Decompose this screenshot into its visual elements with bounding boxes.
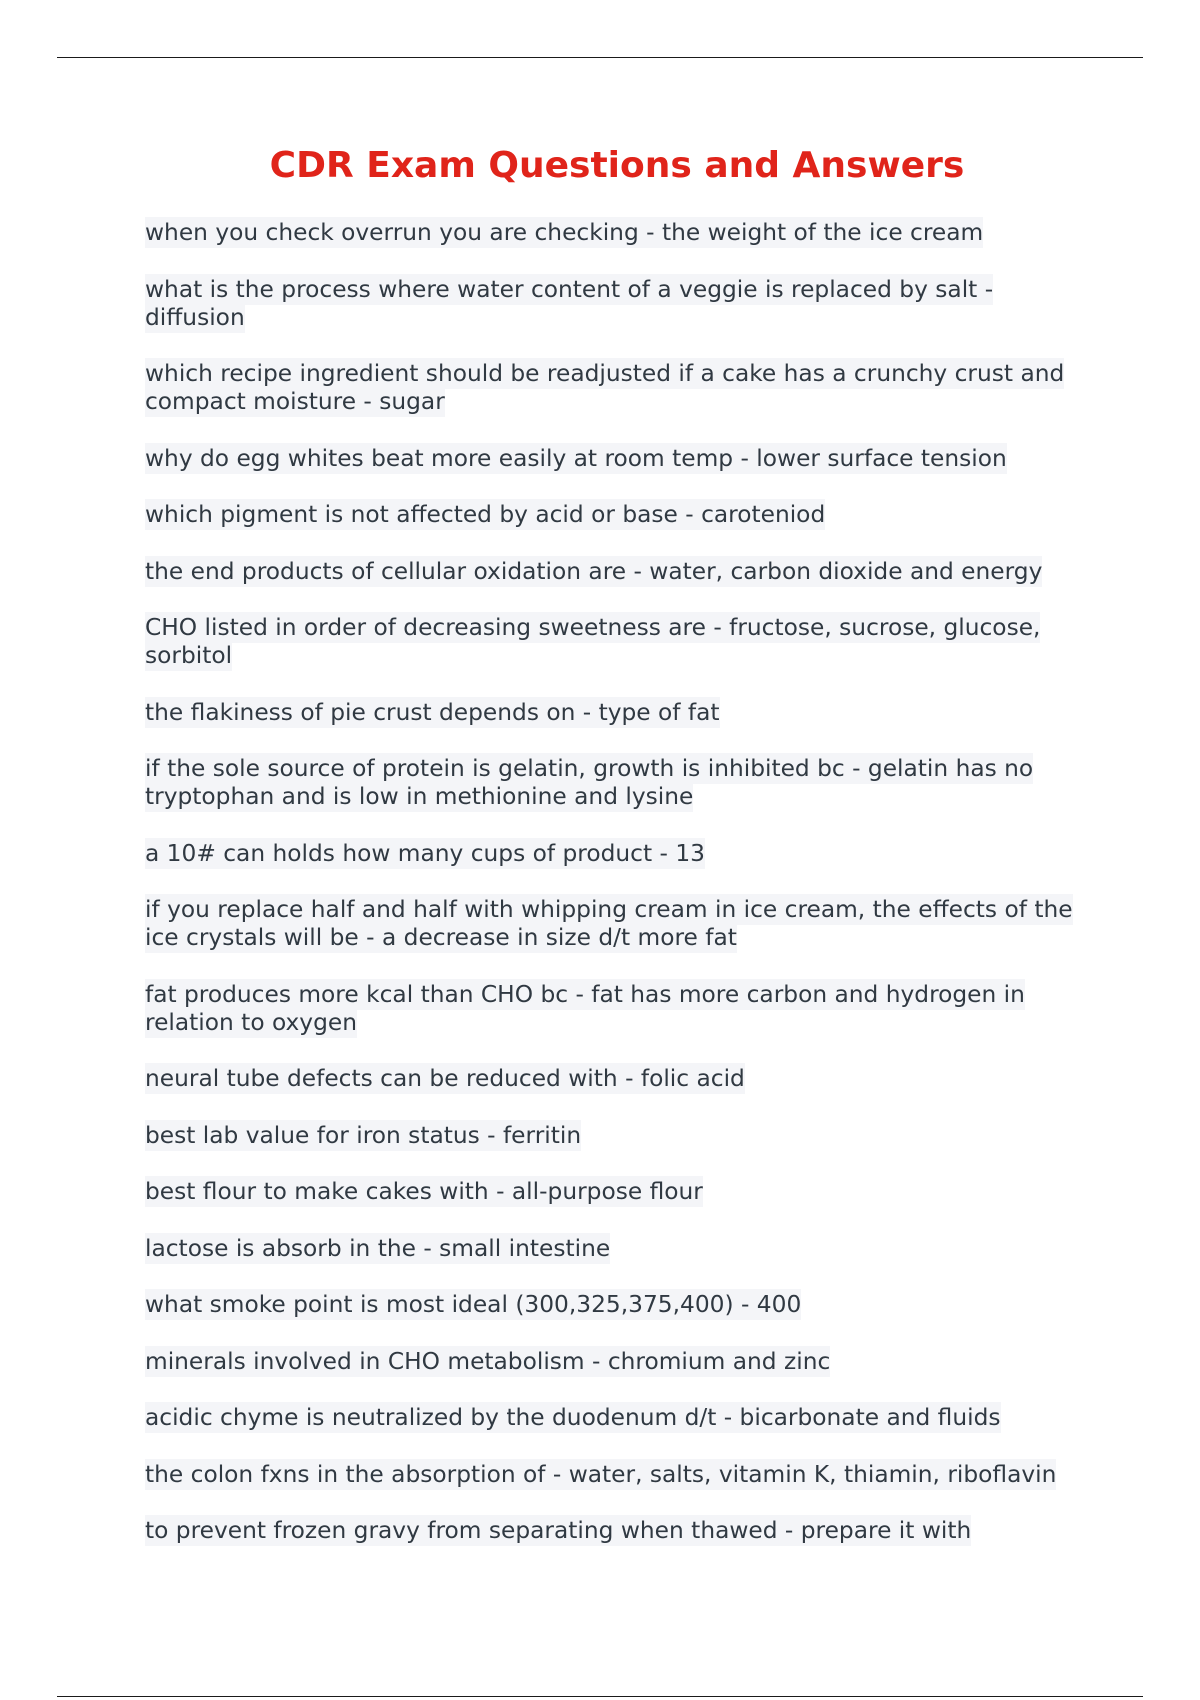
qa-text: a 10# can holds how many cups of product - 13 [145, 839, 705, 867]
qa-item [145, 558, 1095, 586]
qa-text: when you check overrun you are checking - the weight of the ice cream [145, 219, 984, 246]
qa-item [145, 896, 1095, 952]
top-rule [57, 57, 1143, 58]
qa-item [145, 1517, 1095, 1545]
qa-text: which pigment is not affected by acid or base - caroteniod [145, 501, 826, 528]
qa-text: lactose is absorb in the - small intestine [145, 1234, 611, 1262]
qa-text: fat produces more kcal than CHO bc - fat has more carbon and hydrogen in relation to oxygen [145, 980, 1025, 1036]
qa-text: minerals involved in CHO metabolism - chromium and zinc [145, 1347, 831, 1375]
qa-item [145, 1122, 1095, 1150]
qa-text: to prevent frozen gravy from separating when thawed - prepare it with [145, 1517, 972, 1544]
qa-item [145, 360, 1095, 416]
qa-item [145, 1348, 1095, 1376]
qa-item [145, 219, 1095, 247]
qa-text: if the sole source of protein is gelatin, growth is inhibited bc - gelatin has no tryptophan and is low in methionine and lysine [145, 755, 1034, 810]
qa-text: the flakiness of pie crust depends on - type of fat [145, 698, 720, 726]
qa-item [145, 1404, 1095, 1432]
qa-text: best flour to make cakes with - all-purpose flour [145, 1178, 703, 1205]
qa-text: acidic chyme is neutralized by the duodenum d/t - bicarbonate and fluids [145, 1404, 1001, 1431]
qa-text: if you replace half and half with whipping cream in ice cream, the effects of the ice crystals will be - a decrease in size d/t more fat [145, 896, 1073, 951]
qa-text: best lab value for iron status - ferritin [145, 1121, 582, 1149]
bottom-rule [57, 1696, 1143, 1697]
qa-text: which recipe ingredient should be readjusted if a cake has a crunchy crust and compact moisture - sugar [145, 360, 1065, 415]
qa-item [145, 699, 1095, 727]
qa-text: why do egg whites beat more easily at room temp - lower surface tension [145, 444, 1007, 472]
qa-item [145, 1461, 1095, 1489]
qa-item [145, 981, 1095, 1037]
qa-text: CHO listed in order of decreasing sweetness are - fructose, sucrose, glucose, sorbitol [145, 614, 1041, 669]
qa-item [145, 276, 1095, 332]
qa-item [145, 1065, 1095, 1093]
qa-item [145, 1235, 1095, 1263]
qa-text: the colon fxns in the absorption of - water, salts, vitamin K, thiamin, riboflavin [145, 1460, 1057, 1488]
qa-item [145, 840, 1095, 868]
qa-text: the end products of cellular oxidation are - water, carbon dioxide and energy [145, 557, 1043, 585]
qa-item [145, 501, 1095, 529]
qa-list [145, 219, 1095, 1574]
qa-item [145, 1178, 1095, 1206]
qa-item [145, 445, 1095, 473]
page-title: CDR Exam Questions and Answers [269, 145, 965, 186]
qa-text: what smoke point is most ideal (300,325,375,400) - 400 [145, 1291, 802, 1318]
qa-item [145, 755, 1095, 811]
qa-item [145, 614, 1095, 670]
qa-item [145, 1291, 1095, 1319]
qa-text: neural tube defects can be reduced with - folic acid [145, 1065, 745, 1092]
qa-text: what is the process where water content of a veggie is replaced by salt - diffusion [145, 275, 994, 331]
